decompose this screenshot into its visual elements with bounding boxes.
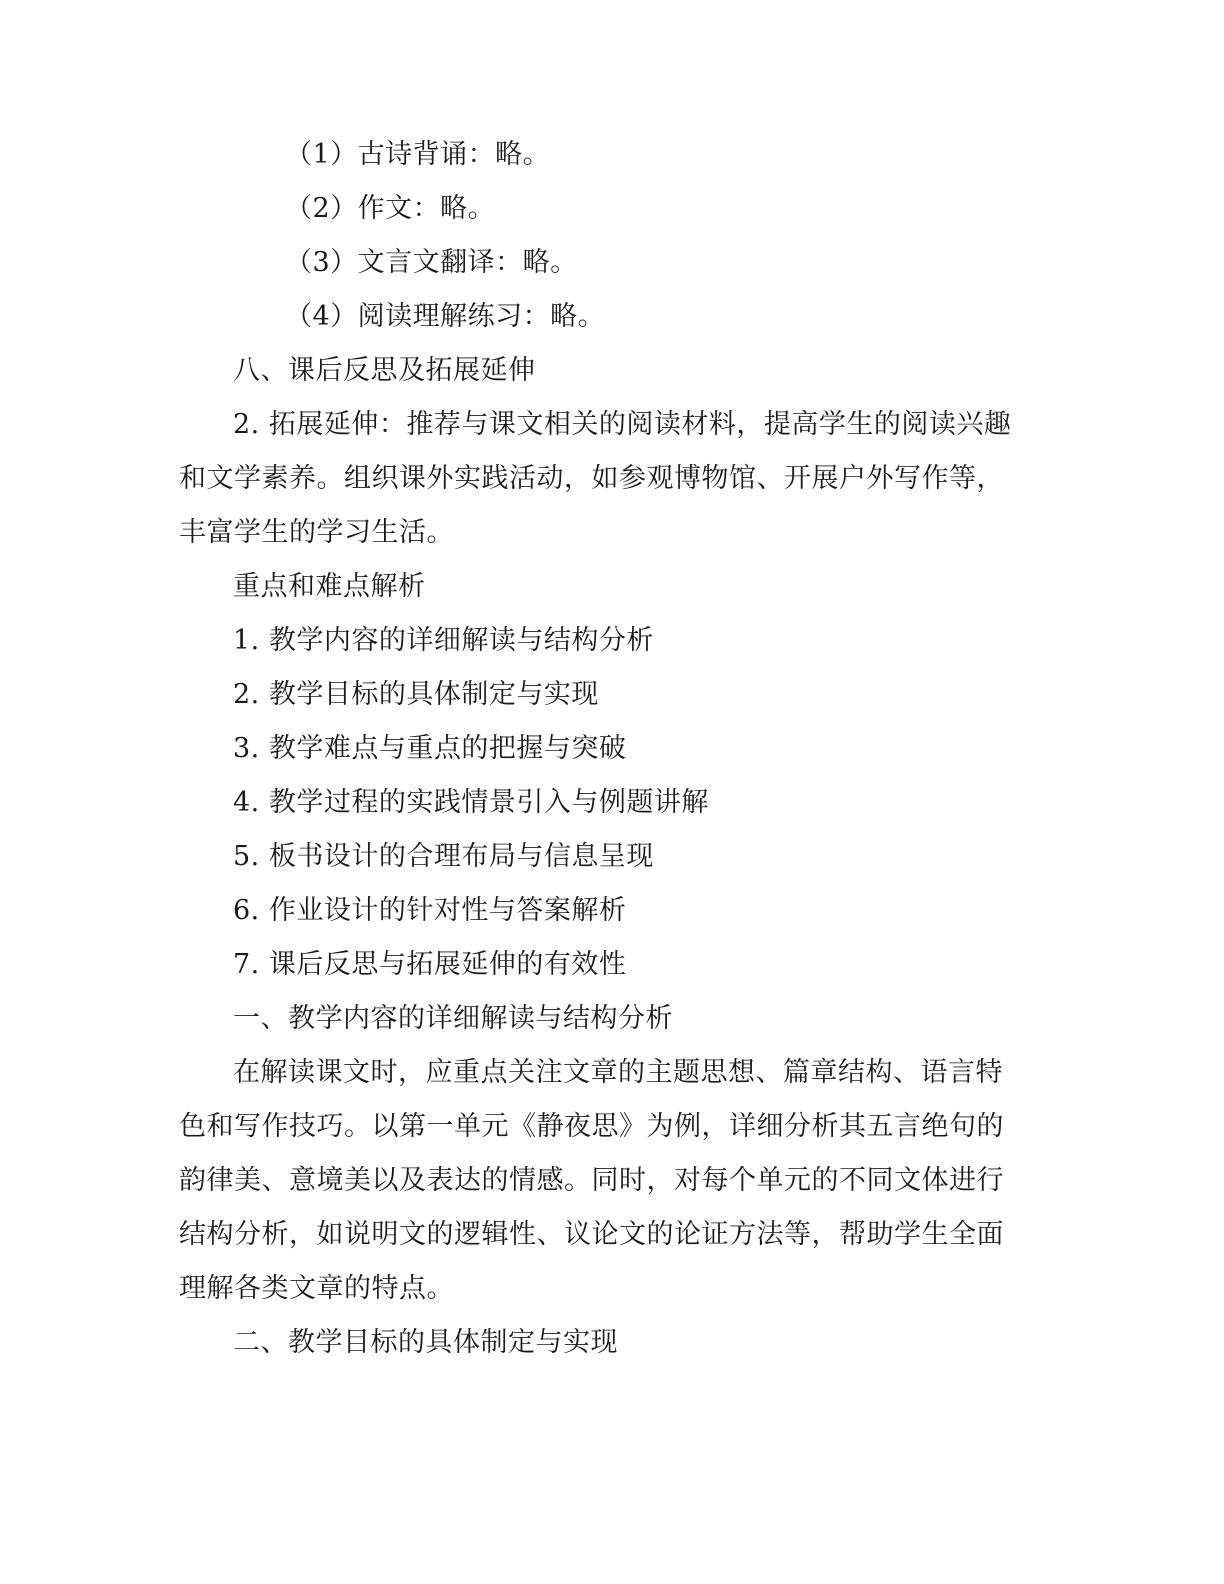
key-point-item-6: 6. 作业设计的针对性与答案解析 [233, 895, 627, 926]
paragraph-extension-line-2: 和文学素养。组织课外实践活动，如参观博物馆、开展户外写作等， [179, 463, 1004, 494]
key-point-item-5: 5. 板书设计的合理布局与信息呈现 [233, 841, 654, 872]
answer-item-3: （3）文言文翻译：略。 [285, 247, 578, 278]
paragraph-content-analysis-line-4: 结构分析，如说明文的逻辑性、议论文的论证方法等，帮助学生全面 [179, 1219, 1004, 1250]
paragraph-extension-line-3: 丰富学生的学习生活。 [179, 517, 454, 548]
section-heading-teaching-goals: 二、教学目标的具体制定与实现 [233, 1327, 618, 1358]
key-point-item-1: 1. 教学内容的详细解读与结构分析 [233, 625, 654, 656]
key-point-item-7: 7. 课后反思与拓展延伸的有效性 [233, 949, 627, 980]
key-point-item-2: 2. 教学目标的具体制定与实现 [233, 679, 599, 710]
answer-item-4: （4）阅读理解练习：略。 [285, 301, 606, 332]
key-point-item-3: 3. 教学难点与重点的把握与突破 [233, 733, 627, 764]
paragraph-content-analysis-line-5: 理解各类文章的特点。 [179, 1273, 454, 1304]
section-heading-reflection: 八、课后反思及拓展延伸 [233, 355, 536, 386]
section-heading-key-points: 重点和难点解析 [233, 571, 426, 602]
paragraph-content-analysis-line-3: 韵律美、意境美以及表达的情感。同时，对每个单元的不同文体进行 [179, 1165, 1004, 1196]
section-heading-content-analysis: 一、教学内容的详细解读与结构分析 [233, 1003, 673, 1034]
key-point-item-4: 4. 教学过程的实践情景引入与例题讲解 [233, 787, 709, 818]
answer-item-2: （2）作文：略。 [285, 193, 496, 224]
paragraph-extension-line-1: 2. 拓展延伸：推荐与课文相关的阅读材料，提高学生的阅读兴趣 [233, 409, 1012, 440]
paragraph-content-analysis-line-1: 在解读课文时，应重点关注文章的主题思想、篇章结构、语言特 [233, 1057, 1003, 1088]
answer-item-1: （1）古诗背诵：略。 [285, 139, 551, 170]
paragraph-content-analysis-line-2: 色和写作技巧。以第一单元《静夜思》为例，详细分析其五言绝句的 [179, 1111, 1004, 1142]
